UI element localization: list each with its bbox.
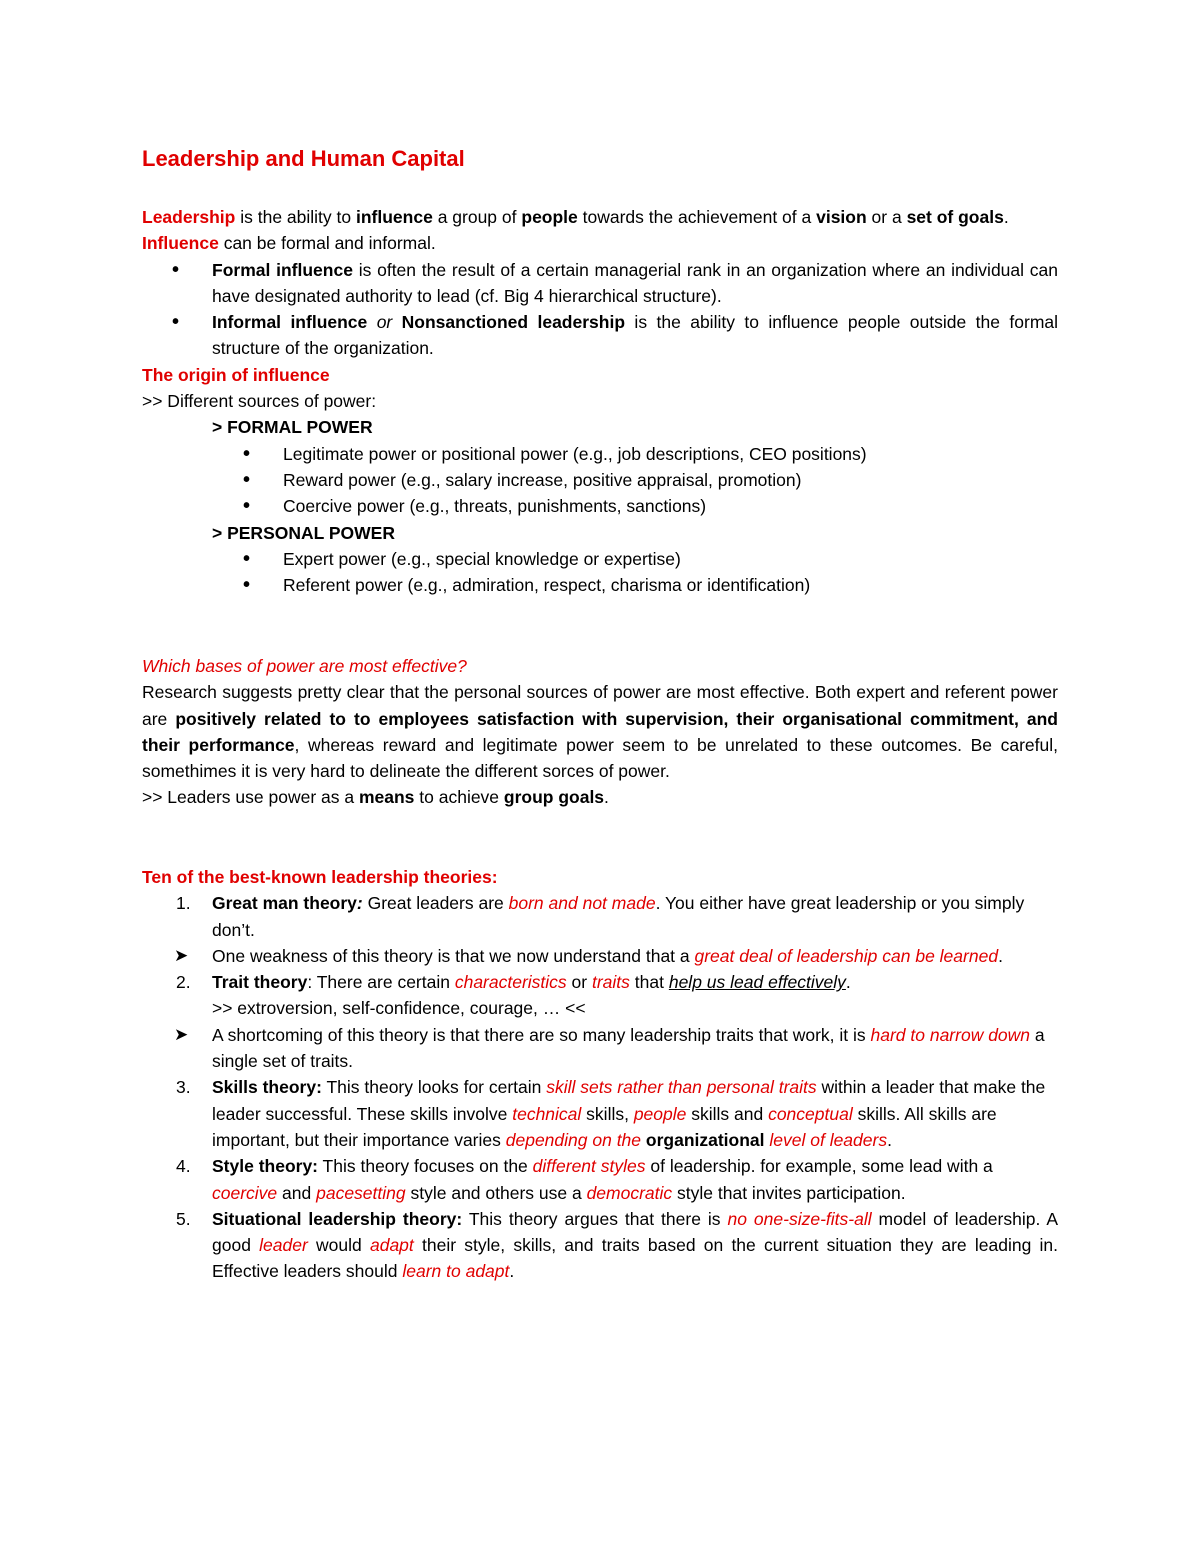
text-span: . [1003,207,1009,227]
list-item: • Reward power (e.g., salary increase, positive appraisal, promotion) [142,467,1058,493]
term-influence-heading: Influence [142,233,219,254]
text-span: towards the achievement of a [577,207,817,227]
term-informal-influence: Informal influence [212,312,377,333]
text-span: and [277,1182,317,1203]
definition-paragraph [142,204,1058,230]
term-people: people [521,207,578,227]
text-span: or a [866,207,907,227]
highlight-span: different styles [532,1156,646,1177]
term-nonsanctioned-leadership: Nonsanctioned leadership [392,312,626,333]
arrow-bullet-icon: ➤ [174,945,189,965]
list-number: 2. [176,972,191,993]
term-group-goals: group goals [503,787,605,808]
theory-name: Trait theory [212,972,308,993]
highlight-span: traits [591,972,630,993]
text-span: A shortcoming of this theory is that there are so many leadership traits that work, it is [212,1024,871,1045]
text-span: Research suggests pretty clear that the personal sources of power are most effective. Both expert and referent power are [142,682,1058,729]
term-set-of-goals: set of goals [906,207,1004,227]
highlight-span: coercive [212,1182,278,1203]
highlight-span: depending on the [505,1129,642,1150]
text-span: . [998,945,1003,966]
text-span: >> Leaders use power as a [142,787,359,808]
text-span: or [566,972,592,993]
document-title: Leadership and Human Capital [142,146,465,171]
text-span: . [887,1129,892,1150]
text-span: their style, skills, and traits based on the current situation they are leading in. Effective leaders should [212,1235,1059,1282]
means-line [142,784,1058,810]
underlined-span: help us lead effectively [668,972,846,993]
text-span: , whereas reward and legitimate power seem to be unrelated to these outcomes. Be careful, somethimes it is very hard to delineate the different sorces of power. [142,734,1058,782]
text-span: of leadership. for example, some lead with a [645,1156,993,1177]
highlight-span: level of leaders [764,1129,888,1150]
term-means: means [358,787,415,808]
text-span: that [629,972,669,993]
research-paragraph [142,679,1058,784]
text-span: This theory looks for certain [321,1077,547,1098]
influence-line [142,230,1058,256]
text-span: would [307,1235,370,1256]
text-span: a single set of traits. [212,1024,1045,1072]
highlight-span: characteristics [454,972,567,993]
influence-bullet-list [142,257,1058,362]
text-span: model of leadership. A good [212,1208,1058,1256]
text-span: Great leaders are [362,893,509,914]
text-span: is the ability to influence people outside the formal structure of the organization. [212,312,1059,359]
origin-heading: The origin of influence [142,364,330,385]
highlight-span: conceptual [768,1103,853,1124]
text-span: . [604,787,609,808]
theory-name: Great man theory [212,893,357,914]
bullet-formal-influence [142,257,1058,310]
theory-skills [142,1074,1058,1153]
text-span: style that invites participation. [672,1182,906,1203]
highlight-span: skill sets rather than personal traits [546,1077,817,1098]
list-number: 3. [176,1077,191,1098]
list-item: • Coercive power (e.g., threats, punishments, sanctions) [142,493,1058,519]
text-span: can be formal and informal. [218,233,436,254]
text-span: skills. All skills are important, but their importance varies [212,1103,997,1150]
trait-examples: >> extroversion, self-confidence, courage, … << [212,998,586,1019]
highlight-span: no one-size-fits-all [727,1208,872,1229]
theories-section [142,864,1058,1285]
formal-power-list [142,441,1058,520]
text-span: . [509,1261,515,1282]
term-vision: vision [816,207,867,227]
highlight-span: leader [259,1235,308,1256]
term-influence: influence [356,207,433,227]
highlight-span: great deal of leadership can be learned [694,945,999,966]
text-span: a group of [432,207,522,227]
text-span: One weakness of this theory is that we now understand that a [212,945,695,966]
personal-power-heading: > PERSONAL POWER [212,522,395,543]
emphasis-span: organizational [641,1129,765,1150]
text-span: to achieve [414,787,504,808]
text-span: or [376,312,393,333]
bases-of-power-section [142,653,1058,811]
emphasis-span: positively related to to employees satisfaction with supervision, their organisational commitment, and their performance [142,708,1058,755]
highlight-span: technical [512,1103,582,1124]
text-span: is often the result of a certain managerial rank in an organization where an individual can have designated authority to lead (cf. Big 4 hierarchical structure). [212,259,1059,306]
theory-situational [142,1206,1058,1285]
text-span: skills, [581,1103,634,1124]
arrow-bullet-icon: ➤ [174,1024,189,1044]
highlight-span: hard to narrow down [870,1024,1031,1045]
text-span: is the ability to [235,207,356,227]
text-span: : [356,893,363,914]
theory-style [142,1153,1058,1206]
text-span: : There are certain [307,972,455,993]
list-number: 4. [176,1156,191,1177]
text-span: . [845,972,851,993]
theory-great-man-note [142,943,1058,969]
text-span: This theory argues that there is [462,1208,728,1229]
text-span: . You either have great leadership or you simply don’t. [212,893,1025,940]
leadership-definition [142,204,1058,598]
highlight-span: born and not made [508,893,656,914]
list-number: 1. [176,893,191,914]
text-span: within a leader that make the leader successful. These skills involve [212,1077,1046,1124]
theory-trait-note [142,1022,1058,1075]
theories-heading: Ten of the best-known leadership theories: [142,867,498,887]
theory-name: Skills theory: [212,1077,322,1098]
formal-power-heading: > FORMAL POWER [212,417,373,438]
highlight-span: adapt [369,1235,414,1256]
theory-great-man [142,890,1058,943]
text-span: style and others use a [405,1182,587,1203]
sources-line: >> Different sources of power: [142,391,377,412]
list-item: • Referent power (e.g., admiration, respect, charisma or identification) [142,572,1058,598]
personal-power-list [142,546,1058,599]
term-leadership: Leadership [142,207,236,227]
list-number: 5. [176,1208,191,1229]
list-item: • Legitimate power or positional power (e.g., job descriptions, CEO positions) [142,441,1058,467]
theory-trait [142,969,1058,1022]
highlight-span: democratic [586,1182,673,1203]
list-item: • Expert power (e.g., special knowledge or expertise) [142,546,1058,572]
term-formal-influence: Formal influence [212,259,353,280]
text-span: This theory focuses on the [318,1156,533,1177]
bullet-informal-influence [142,309,1058,362]
bases-question: Which bases of power are most effective? [142,656,467,676]
highlight-span: pacesetting [316,1182,406,1203]
theory-name: Situational leadership theory: [212,1208,463,1229]
text-span: skills and [686,1103,769,1124]
theory-name: Style theory: [212,1156,318,1177]
highlight-span: learn to adapt [402,1261,510,1282]
highlight-span: people [633,1103,687,1124]
